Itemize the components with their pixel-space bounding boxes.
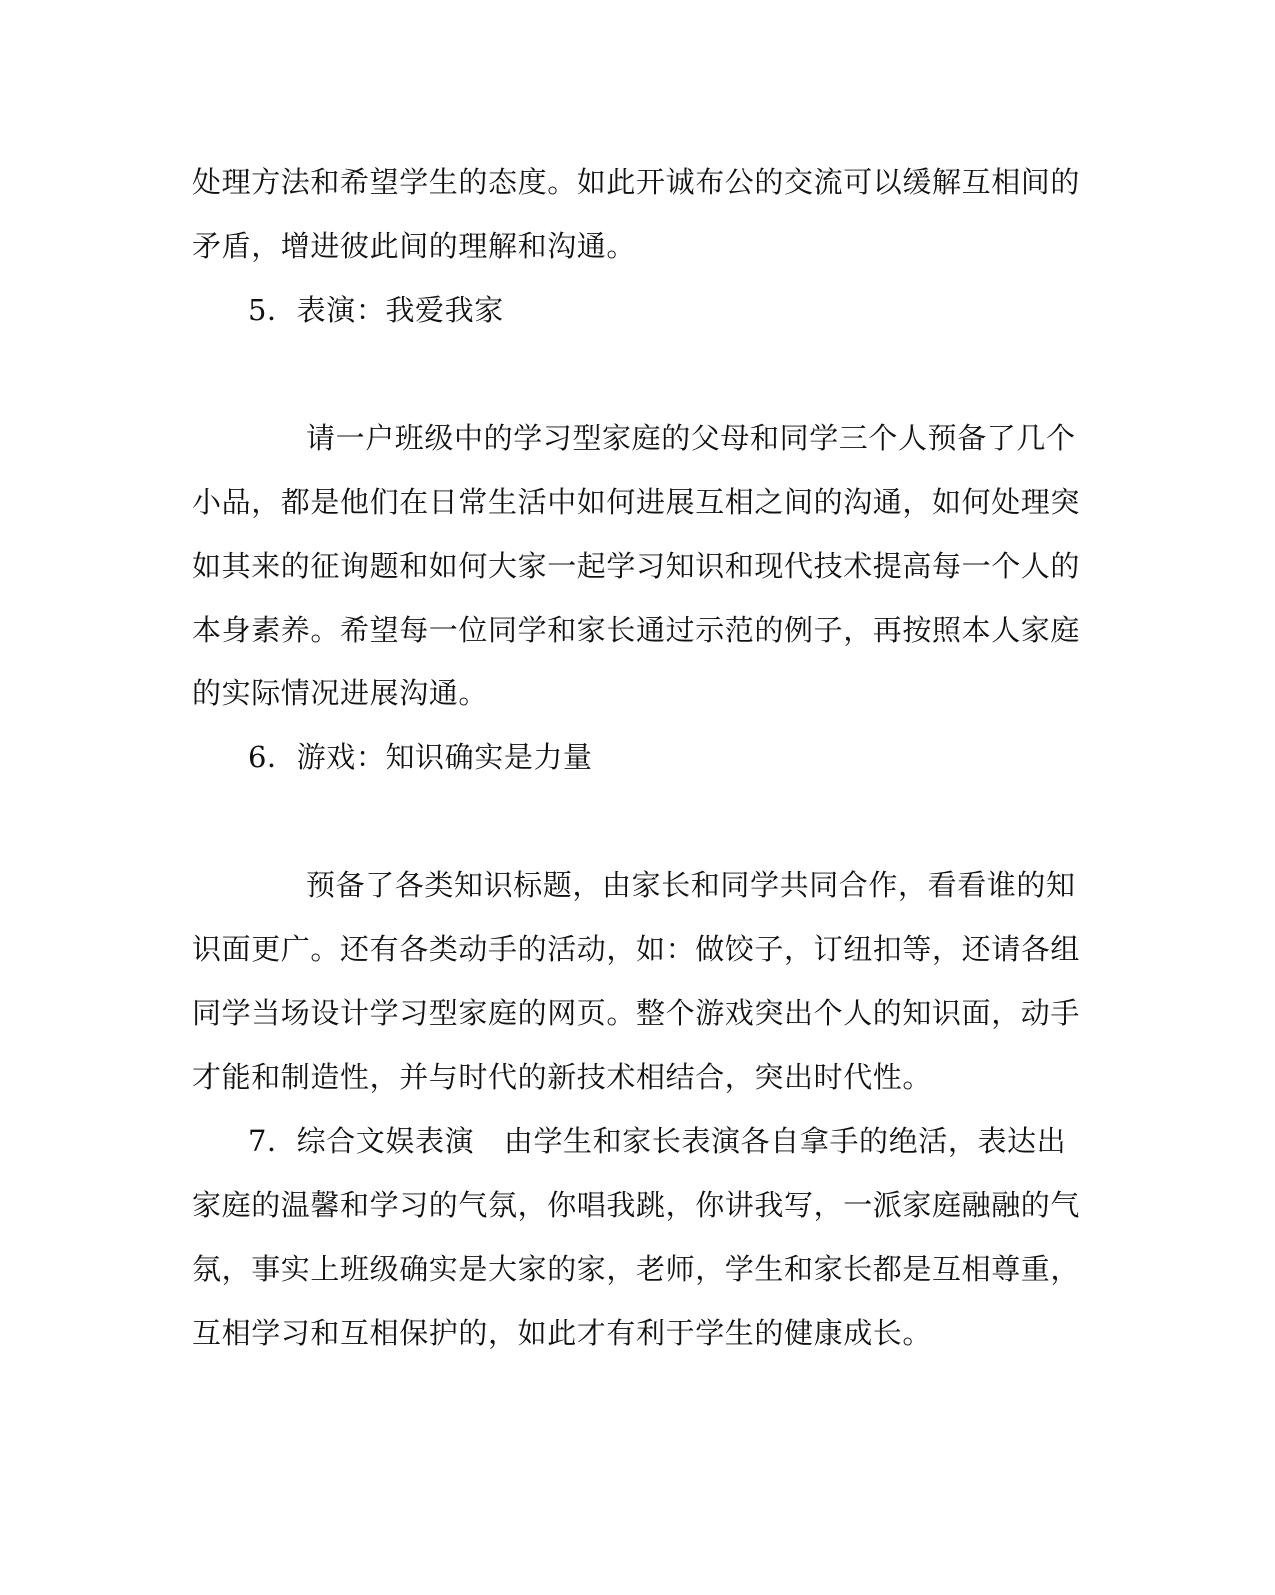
section-heading: 5．表演：我爱我家 <box>248 293 504 327</box>
section-heading: 6．游戏：知识确实是力量 <box>248 740 593 774</box>
paragraph-line: 小品，都是他们在日常生活中如何进展互相之间的沟通，如何处理突 <box>192 485 1081 519</box>
paragraph-line: 请一户班级中的学习型家庭的父母和同学三个人预备了几个 <box>306 421 1076 455</box>
paragraph-line: 矛盾，增进彼此间的理解和沟通。 <box>192 229 637 263</box>
section-heading: 7．综合文娱表演 由学生和家长表演各自拿手的绝活，表达出 <box>248 1124 1067 1158</box>
paragraph-line: 的实际情况进展沟通。 <box>192 676 489 710</box>
paragraph-line: 识面更广。还有各类动手的活动，如：做饺子，订纽扣等，还请各组 <box>192 932 1081 966</box>
paragraph-line: 预备了各类知识标题，由家长和同学共同合作，看看谁的知 <box>306 868 1076 902</box>
paragraph-line: 家庭的温馨和学习的气氛，你唱我跳，你讲我写，一派家庭融融的气 <box>192 1188 1081 1222</box>
paragraph-line: 互相学习和互相保护的，如此才有利于学生的健康成长。 <box>192 1316 933 1350</box>
paragraph-line: 同学当场设计学习型家庭的网页。整个游戏突出个人的知识面，动手 <box>192 996 1081 1030</box>
paragraph-line: 才能和制造性，并与时代的新技术相结合，突出时代性。 <box>192 1060 933 1094</box>
paragraph-line: 如其来的征询题和如何大家一起学习知识和现代技术提高每一个人的 <box>192 549 1081 583</box>
paragraph-line: 氛，事实上班级确实是大家的家，老师，学生和家长都是互相尊重， <box>192 1252 1081 1286</box>
paragraph-line: 本身素养。希望每一位同学和家长通过示范的例子，再按照本人家庭 <box>192 613 1081 647</box>
paragraph-line: 处理方法和希望学生的态度。如此开诚布公的交流可以缓解互相间的 <box>192 165 1081 199</box>
